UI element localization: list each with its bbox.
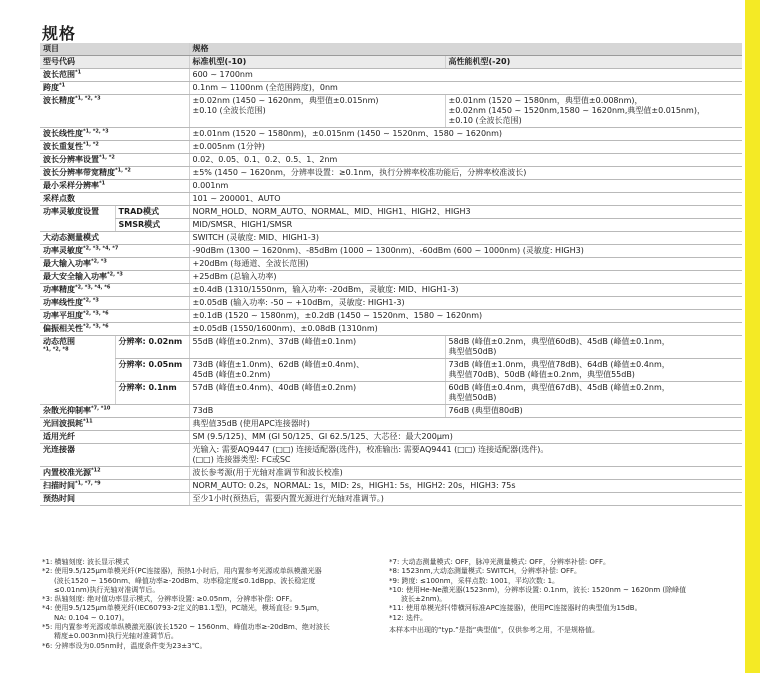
value-line: 55dB (峰值±0.2nm)、37dB (峰值±0.1nm) xyxy=(192,337,357,346)
row-label: 波长重复性 xyxy=(43,142,83,151)
row-value-standard xyxy=(189,359,445,382)
value-line: (□□) 连接器类型: FC或SC xyxy=(192,455,291,464)
footnote-ref: *1, *2, *8 xyxy=(43,346,69,353)
table-row xyxy=(40,193,742,206)
value-line: ±0.10 (全波长范围) xyxy=(192,106,266,115)
row-value-high xyxy=(445,95,742,128)
row-label: 波长分辨率带宽精度 xyxy=(43,168,115,177)
table-row xyxy=(40,69,742,82)
table-row xyxy=(40,95,742,128)
footnote-ref: *1, *2 xyxy=(99,154,115,161)
sub-label: 分辨率: 0.05nm xyxy=(115,359,189,382)
row-label: 波长线性度 xyxy=(43,129,83,138)
model-standard: 标准机型(-10) xyxy=(189,56,445,69)
value-line: 57dB (峰值±0.4nm)、40dB (峰值±0.2nm) xyxy=(192,383,357,392)
footnotes-left xyxy=(42,558,372,651)
footnote-ref: *1, *2, *3 xyxy=(75,95,101,102)
table-row xyxy=(40,493,742,506)
table-row xyxy=(40,219,742,232)
row-value: ±0.1dB (1520 ~ 1580nm)，±0.2dB (1450 ~ 1520nm、1580 ~ 1620nm) xyxy=(189,310,742,323)
table-row xyxy=(40,336,742,359)
model-label: 型号代码 xyxy=(40,56,189,69)
row-label: 内置校准光源 xyxy=(43,468,91,477)
row-label: 功率平坦度 xyxy=(43,311,83,320)
footnote-ref: *2, *3 xyxy=(107,271,123,278)
footnote: *4: 使用9.5/125μm单模光纤(IEC60793-2定义的B1.1型)，PC端光，模场直径: 9.5μm， xyxy=(42,604,324,613)
row-label: 杂散光抑制率 xyxy=(43,406,91,415)
row-label: 波长范围 xyxy=(43,70,75,79)
row-value-standard xyxy=(189,382,445,405)
row-label: 最大安全输入功率 xyxy=(43,272,107,281)
row-label: 波长分辨率设置 xyxy=(43,155,99,164)
sub-label: SMSR模式 xyxy=(115,219,189,232)
footnote-ref: *2, *3 xyxy=(83,297,99,304)
footnote-ref: *1 xyxy=(59,82,66,89)
row-label: 跨度 xyxy=(43,83,59,92)
table-row xyxy=(40,271,742,284)
value-line: 光输入: 需要AQ9447 (□□) 连接适配器(选件)，校准输出: 需要AQ9441 (□□) 连接适配器(选件)。 xyxy=(192,445,549,454)
table-row xyxy=(40,359,742,382)
footnote: *11: 使用单模光纤(带横河标准APC连接器)，使用PC连接器时的典型值为15dB。 xyxy=(389,604,642,613)
value-line: 典型值70dB)、50dB (峰值±0.2nm，典型值55dB) xyxy=(448,370,635,379)
footnote-ref: *1, *2 xyxy=(115,167,131,174)
row-value: 波长参考源(用于光轴对准调节和波长校准) xyxy=(189,467,742,480)
footnote: *6: 分辨率设为0.05nm时，温度条件变为23±3℃。 xyxy=(42,641,207,650)
row-label: 功率灵敏度 xyxy=(43,246,83,255)
footnote: *12: 选件。 xyxy=(389,613,427,622)
value-line: 典型值50dB) xyxy=(448,347,497,356)
footnote-ref: *1, *2, *3 xyxy=(83,128,109,135)
footnote-ref: *7, *10 xyxy=(91,405,111,412)
row-label: 功率线性度 xyxy=(43,298,83,307)
value-line: ±0.01nm (1520 ~ 1580nm，典型值±0.008nm)， xyxy=(448,96,643,105)
row-label: 大动态测量模式 xyxy=(40,232,189,245)
row-value: 至少1小时(预热后，需要内置光源进行光轴对准调节。) xyxy=(189,493,742,506)
footnote: 精度±0.003nm)执行光轴对准调节后。 xyxy=(54,632,178,641)
row-value: 0.1nm ~ 1100nm (全范围跨度)，0nm xyxy=(189,82,742,95)
table-header-row xyxy=(40,43,742,56)
row-value-standard xyxy=(189,336,445,359)
footnote-ref: *1 xyxy=(99,180,106,187)
spec-table xyxy=(40,43,742,506)
model-row xyxy=(40,56,742,69)
value-line: 60dB (峰值±0.4nm，典型值67dB)、45dB (峰值±0.2nm， xyxy=(448,383,670,392)
row-value-high xyxy=(445,336,742,359)
footnote: *9: 跨度: ≤100nm，采样点数: 1001，平均次数: 1。 xyxy=(389,576,560,585)
value-line: 73dB (峰值±1.0nm)、62dB (峰值±0.4nm)、 xyxy=(192,360,365,369)
footnote: *2: 使用9.5/125μm单模光纤(PC连接器)，预热1小时后，用内置参考光源或单纵模激光器 xyxy=(42,567,322,576)
sub-label: TRAD模式 xyxy=(115,206,189,219)
value-line: ±0.10 (全波长范围) xyxy=(448,116,522,125)
row-label: 扫描时间 xyxy=(43,481,75,490)
footnote-ref: *2, *3, *6 xyxy=(83,323,109,330)
row-value-high xyxy=(445,359,742,382)
row-value: +25dBm (总输入功率) xyxy=(189,271,742,284)
table-row xyxy=(40,382,742,405)
value-line: 73dB (峰值±1.0nm，典型值78dB)、64dB (峰值±0.4nm， xyxy=(448,360,670,369)
footnote-ref: *2, *3, *6 xyxy=(83,310,109,317)
table-row xyxy=(40,310,742,323)
row-value-standard xyxy=(189,95,445,128)
row-value: -90dBm (1300 ~ 1620nm)、-85dBm (1000 ~ 1300nm)、-60dBm (600 ~ 1000nm) (灵敏度: HIGH3) xyxy=(189,245,742,258)
row-label: 动态范围 xyxy=(43,337,75,346)
table-row xyxy=(40,405,742,418)
row-value: MID/SMSR、HIGH1/SMSR xyxy=(189,219,742,232)
footnote-ref: *2, *3, *4, *6 xyxy=(75,284,111,291)
row-value: SM (9.5/125)、MM (GI 50/125、GI 62.5/125、大芯径：最大200μm) xyxy=(189,431,742,444)
table-row xyxy=(40,297,742,310)
typ-note: 本样本中出现的“typ.”是指“典型值”，仅供参考之用，不是规格值。 xyxy=(389,626,600,635)
footnote: *3: 纵轴刻度: 绝对值功率显示模式，分辨率设置: ≥0.05nm，分辨率补偿: OFF。 xyxy=(42,595,297,604)
table-row xyxy=(40,167,742,180)
table-row xyxy=(40,258,742,271)
footnote: *7: 大动态测量模式: OFF，脉冲光测量模式: OFF，分辨率补偿: OFF。 xyxy=(389,558,610,566)
value-line: ±0.02nm (1450 ~ 1620nm，典型值±0.015nm) xyxy=(192,96,379,105)
table-row xyxy=(40,232,742,245)
footnote-ref: *1 xyxy=(75,69,82,76)
row-label: 偏振相关性 xyxy=(43,324,83,333)
footnote: ≤0.01nm)执行光轴对准调节后。 xyxy=(54,585,160,594)
footnote: NA: 0.104 ~ 0.107)。 xyxy=(54,613,129,622)
header-item: 项目 xyxy=(40,43,189,56)
model-high: 高性能机型(-20) xyxy=(445,56,742,69)
table-row xyxy=(40,431,742,444)
table-row xyxy=(40,467,742,480)
table-row xyxy=(40,444,742,467)
value-line: 45dB (峰值±0.2nm) xyxy=(192,370,271,379)
row-value: 101 ~ 200001、AUTO xyxy=(189,193,742,206)
row-value: ±0.01nm (1520 ~ 1580nm)，±0.015nm (1450 ~ 1520nm、1580 ~ 1620nm) xyxy=(189,128,742,141)
row-value-standard: 73dB xyxy=(189,405,445,418)
row-label: 光连接器 xyxy=(40,444,189,467)
row-label: 功率灵敏度设置 xyxy=(40,206,115,232)
row-label: 预热时间 xyxy=(40,493,189,506)
row-value: 0.02、0.05、0.1、0.2、0.5、1、2nm xyxy=(189,154,742,167)
footnote-ref: *1, *7, *9 xyxy=(75,480,101,487)
row-label: 光回波损耗 xyxy=(43,419,83,428)
footnote-ref: *11 xyxy=(83,418,93,425)
page-title: 规格 xyxy=(42,24,77,43)
yellow-accent-strip xyxy=(745,0,760,673)
row-value: 600 ~ 1700nm xyxy=(189,69,742,82)
table-row xyxy=(40,418,742,431)
row-value: ±0.05dB (输入功率: -50 ~ +10dBm，灵敏度: HIGH1-3) xyxy=(189,297,742,310)
table-row xyxy=(40,480,742,493)
row-label: 波长精度 xyxy=(43,96,75,105)
row-value: ±0.4dB (1310/1550nm，输入功率: -20dBm，灵敏度: MID、HIGH1-3) xyxy=(189,284,742,297)
row-label: 采样点数 xyxy=(40,193,189,206)
footnote: *8: 1523nm,大动态测量模式: SWITCH，分辨率补偿: OFF。 xyxy=(389,567,582,576)
row-value: 典型值35dB (使用APC连接器时) xyxy=(189,418,742,431)
footnote: *10: 使用He-Ne激光器(1523nm)，分辨率设置: 0.1nm，波长: 1520nm ~ 1620nm (除峰值 xyxy=(389,585,687,594)
footnote: 波长±2nm)。 xyxy=(401,595,447,604)
footnote: (波长1520 ~ 1560nm、峰值功率≥-20dBm、功率稳定度≤0.1dBpp、波长稳定度 xyxy=(54,576,316,585)
row-value: ±0.05dB (1550/1600nm)、±0.08dB (1310nm) xyxy=(189,323,742,336)
table-row xyxy=(40,180,742,193)
table-row xyxy=(40,245,742,258)
row-value: +20dBm (每通道、全波长范围) xyxy=(189,258,742,271)
row-label: 功率精度 xyxy=(43,285,75,294)
row-value-high xyxy=(445,382,742,405)
table-row xyxy=(40,284,742,297)
header-spec: 规格 xyxy=(189,43,742,56)
sub-label: 分辨率: 0.1nm xyxy=(115,382,189,405)
row-value: SWITCH (灵敏度: MID、HIGH1-3) xyxy=(189,232,742,245)
footnotes-right xyxy=(389,558,739,635)
row-value-high: 76dB (典型值80dB) xyxy=(445,405,742,418)
row-label: 适用光纤 xyxy=(40,431,189,444)
row-value: 0.001nm xyxy=(189,180,742,193)
value-line: ±0.02nm (1450 ~ 1520nm,1580 ~ 1620nm,典型值±0.015nm)， xyxy=(448,106,705,115)
sub-label: 分辨率: 0.02nm xyxy=(115,336,189,359)
footnote-ref: *2, *3, *4, *7 xyxy=(83,245,119,252)
row-value: ±0.005nm (1分钟) xyxy=(189,141,742,154)
table-row xyxy=(40,128,742,141)
row-label: 最大输入功率 xyxy=(43,259,91,268)
row-value: NORM_HOLD、NORM_AUTO、NORMAL、MID、HIGH1、HIGH2、HIGH3 xyxy=(189,206,742,219)
footnote-ref: *12 xyxy=(91,467,101,474)
row-value: NORM_AUTO: 0.2s，NORMAL: 1s，MID: 2s，HIGH1: 5s，HIGH2: 20s，HIGH3: 75s xyxy=(189,480,742,493)
table-row xyxy=(40,154,742,167)
footnote: *5: 用内置参考光源或单纵模激光器(波长1520 ~ 1560nm、峰值功率≥-20dBm、绝对波长 xyxy=(42,623,330,632)
footnote-ref: *2, *3 xyxy=(91,258,107,265)
table-row xyxy=(40,141,742,154)
row-value: ±5% (1450 ~ 1620nm，分辨率设置：≥0.1nm，执行分辨率校准功能后，分辨率校准波长) xyxy=(189,167,742,180)
footnote-ref: *1, *2 xyxy=(83,141,99,148)
footnote: *1: 横轴刻度: 波长显示模式 xyxy=(42,558,130,566)
table-row xyxy=(40,206,742,219)
value-line: 58dB (峰值±0.2nm，典型值60dB)、45dB (峰值±0.1nm， xyxy=(448,337,670,346)
value-line: 典型值50dB) xyxy=(448,393,497,402)
row-label: 最小采样分辨率 xyxy=(43,181,99,190)
row-value xyxy=(189,444,742,467)
table-row xyxy=(40,323,742,336)
table-row xyxy=(40,82,742,95)
